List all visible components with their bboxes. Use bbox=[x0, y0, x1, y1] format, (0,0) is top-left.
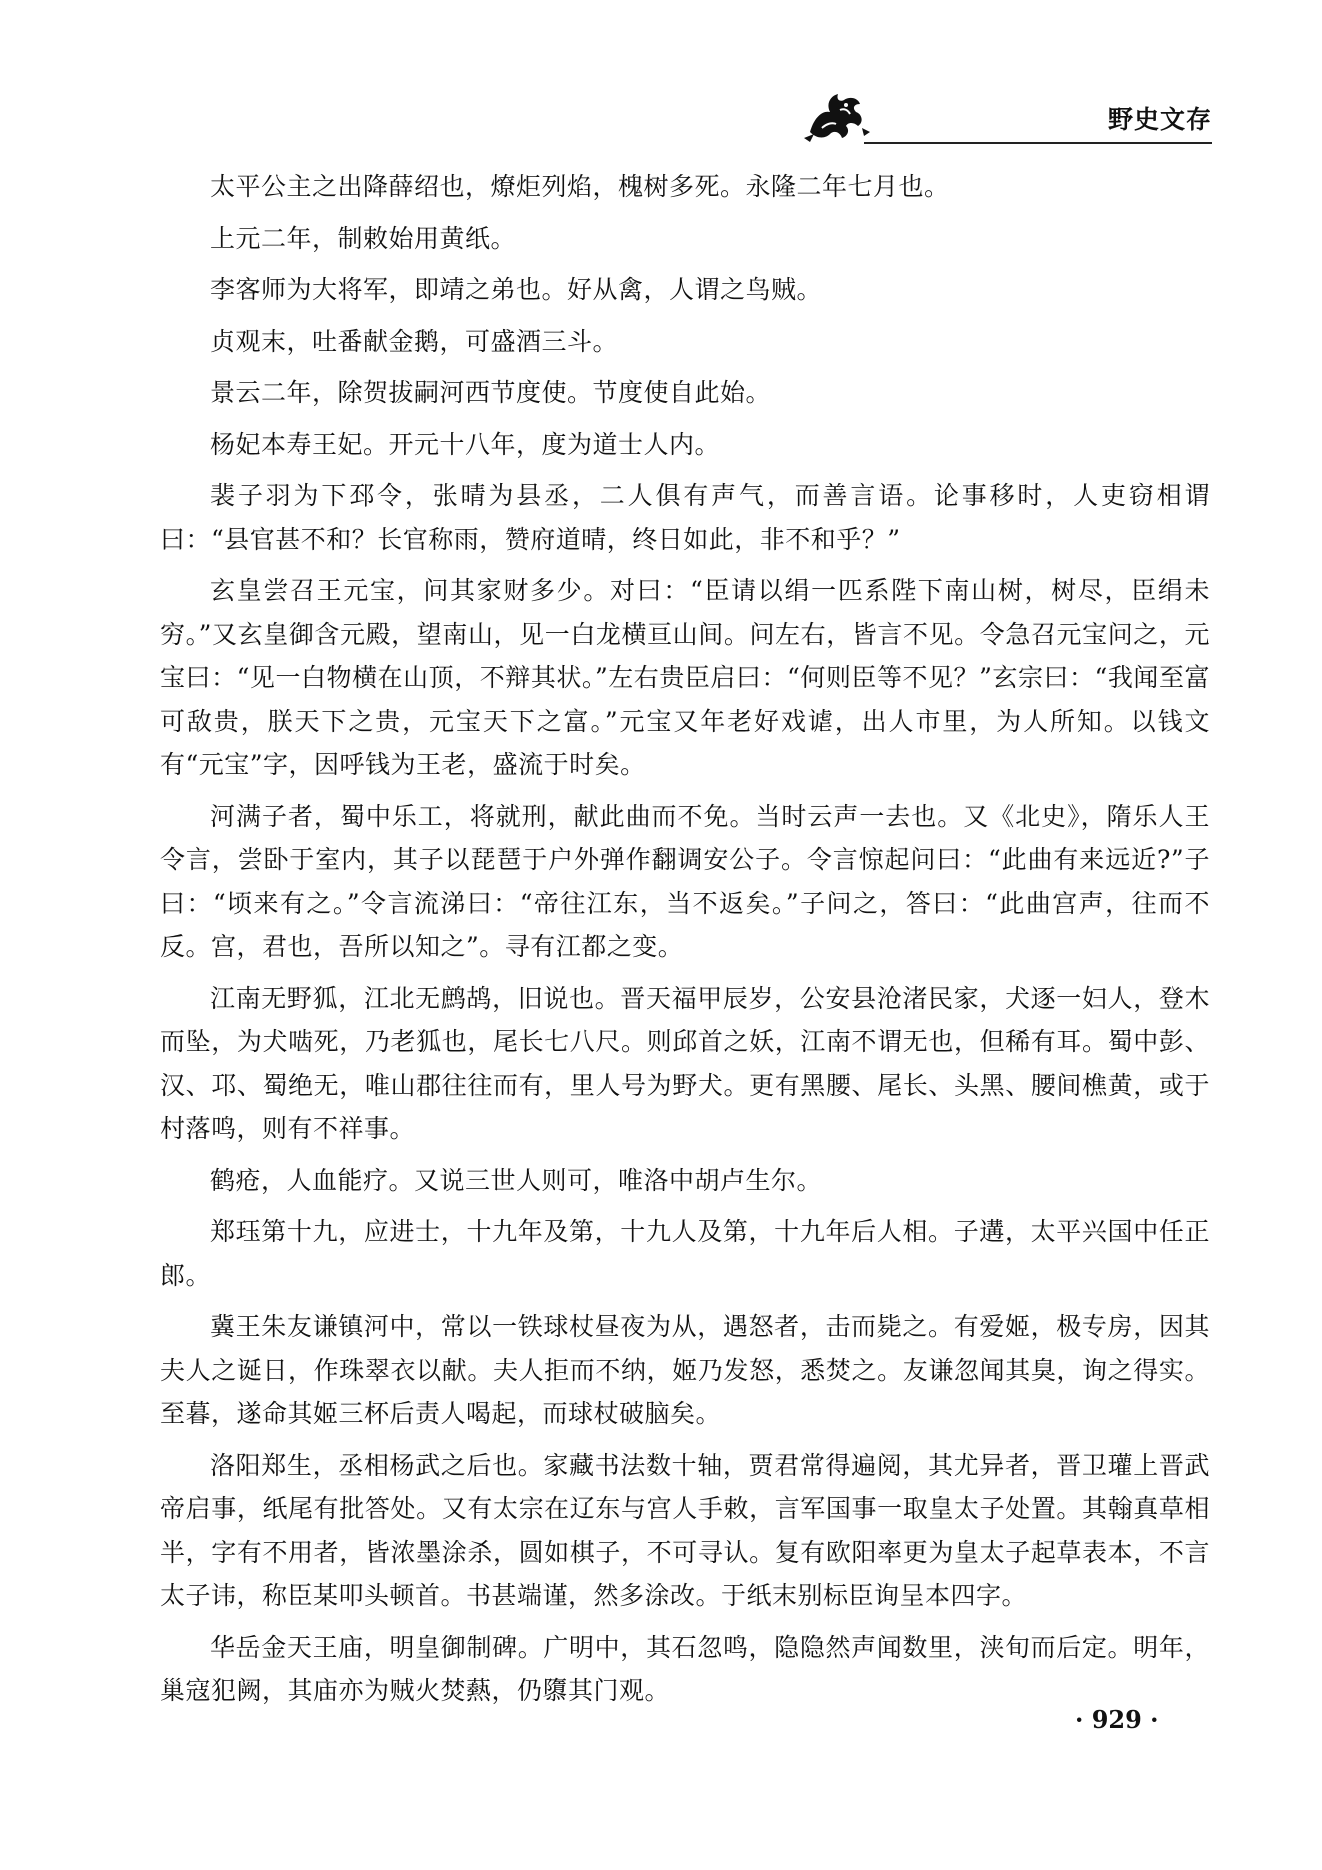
paragraph: 华岳金天王庙，明皇御制碑。广明中，其石忽鸣，隐隐然声闻数里，浃旬而后定。明年，巢寇犯阙，其庙亦为贼火焚爇，仍隳其门观。 bbox=[160, 1632, 1210, 1705]
dragon-icon bbox=[800, 88, 872, 146]
paragraph: 玄皇尝召王元宝，问其家财多少。对曰：“臣请以绢一匹系陛下南山树，树尽，臣绢未穷。”又玄皇御含元殿，望南山，见一白龙横亘山间。问左右，皆言不见。令急召元宝问之，元宝曰：“见一白物横在山顶，不辩其状。”左右贵臣启曰：“何则臣等不见？”玄宗曰：“我闻至富可敌贵，朕天下之贵，元宝天下之富。”元宝又年老好戏谑，出人市里，为人所知。以钱文有“元宝”字，因呼钱为王老，盛流于时矣。 bbox=[160, 576, 1210, 779]
paragraph: 冀王朱友谦镇河中，常以一铁球杖昼夜为从，遇怒者，击而毙之。有爱姬，极专房，因其夫人之诞日，作珠翠衣以献。夫人拒而不纳，姬乃发怒，悉焚之。友谦忽闻其臭，询之得实。至暮，遂命其姬三杯后责人喝起，而球杖破脑矣。 bbox=[160, 1312, 1210, 1428]
paragraph: 上元二年，制敕始用黄纸。 bbox=[210, 223, 517, 253]
paragraph: 裴子羽为下邳令，张晴为县丞，二人俱有声气，而善言语。论事移时，人吏窃相谓曰：“县官甚不和？长官称雨，赞府道晴，终日如此，非不和乎？” bbox=[160, 481, 1210, 554]
paragraph: 江南无野狐，江北无鹧鸪，旧说也。晋天福甲辰岁，公安县沧渚民家，犬逐一妇人，登木而坠，为犬啮死，乃老狐也，尾长七八尺。则邱首之妖，江南不谓无也，但稀有耳。蜀中彭、汉、邛、蜀绝无，唯山郡往往而有，里人号为野犬。更有黑腰、尾长、头黑、腰间樵黄，或于村落鸣，则有不祥事。 bbox=[160, 983, 1210, 1143]
paragraph: 贞观末，吐番献金鹅，可盛酒三斗。 bbox=[210, 326, 619, 356]
header-title: 野史文存 bbox=[1107, 105, 1212, 134]
paragraph: 杨妃本寿王妃。开元十八年，度为道士人内。 bbox=[210, 429, 721, 459]
paragraph: 河满子者，蜀中乐工，将就刑，献此曲而不免。当时云声一去也。又《北史》，隋乐人王令言，尝卧于室内，其子以琵琶于户外弹作翻调安公子。令言惊起问曰：“此曲有来远近?”子曰：“顷来有之。”令言流涕曰：“帝往江东，当不返矣。”子问之，答曰：“此曲宫声，往而不反。宫，君也，吾所以知之”。寻有江都之变。 bbox=[160, 801, 1210, 961]
paragraph: 景云二年，除贺拔嗣河西节度使。节度使自此始。 bbox=[210, 378, 772, 407]
page-number: · 929 · bbox=[1075, 1705, 1159, 1734]
paragraph: 太平公主之出降薛绍也，燎炬列焰，槐树多死。永隆二年七月也。 bbox=[210, 172, 950, 201]
paragraph: 鹤疮，人血能疗。又说三世人则可，唯洛中胡卢生尔。 bbox=[210, 1165, 823, 1195]
paragraph: 李客师为大将军，即靖之弟也。好从禽，人谓之鸟贼。 bbox=[210, 275, 823, 304]
running-header bbox=[800, 88, 1212, 146]
paragraph: 洛阳郑生，丞相杨武之后也。家藏书法数十轴，贾君常得遍阅，其尤异者，晋卫瓘上晋武帝启事，纸尾有批答处。又有太宗在辽东与宫人手敕，言军国事一取皇太子处置。其翰真草相半，字有不用者，皆浓墨涂杀，圆如棋子，不可寻认。复有欧阳率更为皇太子起草表本，不言太子讳，称臣某叩头顿首。书甚端谨，然多涂改。于纸末别标臣询呈本四字。 bbox=[160, 1450, 1210, 1610]
text-body bbox=[160, 165, 1210, 1721]
header-rule bbox=[864, 142, 1212, 144]
paragraph: 郑珏第十九，应进士，十九年及第，十九人及第，十九年后人相。子遘，太平兴国中任正郎。 bbox=[160, 1217, 1210, 1290]
